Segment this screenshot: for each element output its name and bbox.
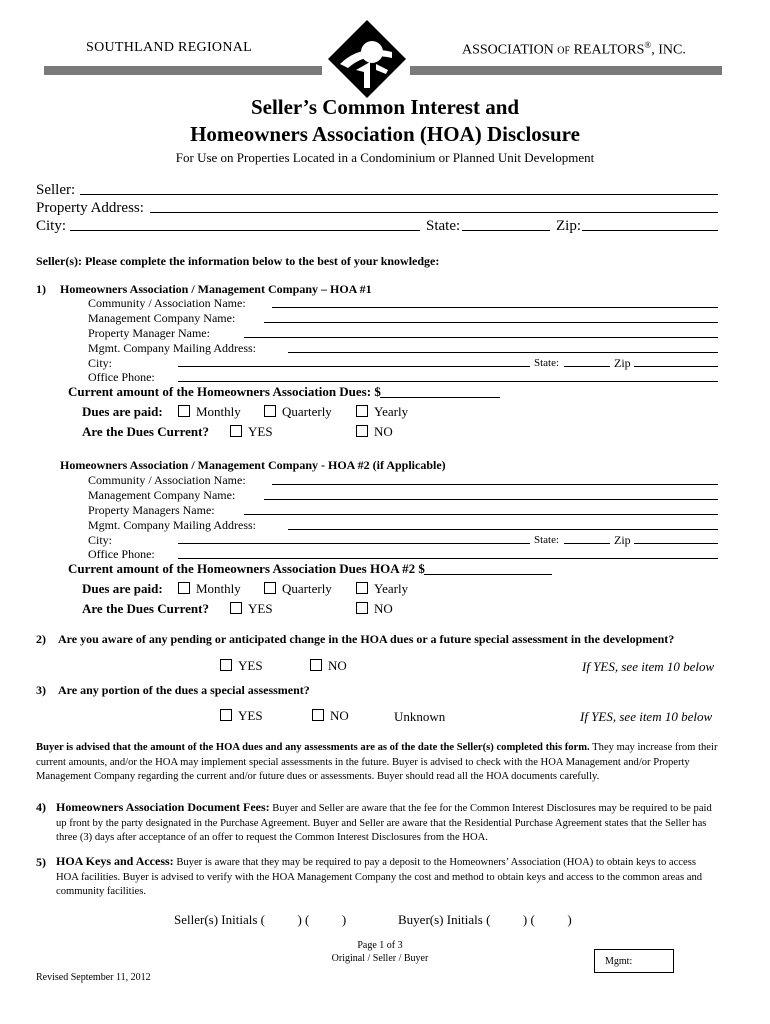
- hoa1-state-label: State:: [534, 357, 560, 369]
- checkbox-icon[interactable]: [220, 659, 232, 671]
- hoa2-community-label: Community / Association Name:: [88, 473, 246, 487]
- item4-heading: Homeowners Association Document Fees:: [56, 800, 270, 814]
- checkbox-icon[interactable]: [220, 709, 232, 721]
- q3-unknown-label: Unknown: [394, 709, 446, 724]
- item4-number: 4): [36, 800, 46, 814]
- header-left-text: SOUTHLAND REGIONAL: [86, 40, 252, 55]
- property-address-field[interactable]: [150, 212, 718, 213]
- item4-text: Buyer and Seller are aware that the fee for the Common Interest Disclosures may be required to be paid up front by the party designated in the Purchase Agreement. Buyer and Seller are aware that the Residential Purchase Agreement states that the Seller has three (3) days after acceptance of an offer to request the Common Interest Disclosures from the HOA.: [56, 803, 712, 843]
- hoa1-community-field[interactable]: [272, 307, 718, 308]
- hoa2-current-label: Are the Dues Current?: [82, 601, 209, 616]
- q2-no-label: NO: [328, 658, 347, 673]
- q2-number: 2): [36, 632, 46, 646]
- state-label: State:: [426, 218, 461, 234]
- q3-yes-option[interactable]: [220, 708, 263, 724]
- hoa2-monthly-label: Monthly: [196, 581, 241, 596]
- q2-yes-label: YES: [238, 658, 263, 673]
- checkbox-icon[interactable]: [178, 582, 190, 594]
- mgmt-label: Mgmt:: [605, 956, 633, 967]
- checkbox-icon[interactable]: [356, 405, 368, 417]
- q2-note-prefix: If YES,: [582, 659, 619, 674]
- item5-text: Buyer is aware that they may be required to pay a deposit to the Homeowners’ Association (HOA) to obtain keys to access HOA facilities. Buyer is advised to verify with the HOA Management Company the cost and method to obtain keys and access to the common areas and community facilities.: [56, 857, 703, 897]
- city-field[interactable]: [70, 230, 420, 231]
- hoa2-manager-label: Property Managers Name:: [88, 503, 215, 517]
- hoa1-number: 1): [36, 282, 46, 296]
- hoa1-quarterly-option[interactable]: [264, 404, 332, 420]
- header-reg: ®: [644, 40, 652, 50]
- hoa2-dues-amount-label: Current amount of the Homeowners Association Dues HOA #2 $: [68, 561, 425, 576]
- hoa1-dues-paid-label: Dues are paid:: [82, 404, 163, 419]
- hoa2-phone-label: Office Phone:: [88, 547, 155, 561]
- hoa2-current-yes-option[interactable]: [230, 601, 273, 617]
- hoa1-company-field[interactable]: [264, 322, 718, 323]
- hoa1-current-no-option[interactable]: [356, 424, 393, 440]
- header-realtors: REALTORS: [573, 42, 645, 58]
- checkbox-icon[interactable]: [264, 405, 276, 417]
- hoa2-phone-field[interactable]: [178, 558, 718, 559]
- seller-label: Seller:: [36, 182, 76, 198]
- hoa1-dues-amount-label: Current amount of the Homeowners Association Dues: $: [68, 384, 381, 399]
- hoa2-zip-field[interactable]: [634, 543, 718, 544]
- header-inc: , INC.: [651, 42, 686, 58]
- hoa2-current-no-option[interactable]: [356, 601, 393, 617]
- checkbox-icon[interactable]: [356, 582, 368, 594]
- q2-yes-option[interactable]: [220, 658, 263, 674]
- city-label: City:: [36, 218, 67, 234]
- hoa2-state-field[interactable]: [564, 543, 610, 544]
- hoa1-current-yes-option[interactable]: [230, 424, 273, 440]
- hoa1-phone-field[interactable]: [178, 381, 718, 382]
- revised-date: Revised September 11, 2012: [36, 972, 151, 983]
- checkbox-icon[interactable]: [312, 709, 324, 721]
- seller-instructions: Seller(s): Please complete the information below to the best of your knowledge:: [36, 254, 440, 268]
- hoa2-company-field[interactable]: [264, 499, 718, 500]
- hoa2-company-label: Management Company Name:: [88, 488, 236, 502]
- hoa2-quarterly-option[interactable]: [264, 581, 332, 597]
- checkbox-icon[interactable]: [264, 582, 276, 594]
- hoa2-zip-label: Zip: [614, 533, 631, 547]
- document-title-line2: Homeowners Association (HOA) Disclosure: [190, 122, 580, 146]
- hoa1-state-field[interactable]: [564, 366, 610, 367]
- hoa2-manager-field[interactable]: [244, 514, 718, 515]
- hoa2-no-label: NO: [374, 601, 393, 616]
- state-field[interactable]: [462, 230, 550, 231]
- document-subtitle: For Use on Properties Located in a Condominium or Planned Unit Development: [175, 150, 595, 165]
- q3-text: Are any portion of the dues a special assessment?: [58, 683, 310, 697]
- checkbox-icon[interactable]: [178, 405, 190, 417]
- checkbox-icon[interactable]: [230, 425, 242, 437]
- q2-no-option[interactable]: [310, 658, 347, 674]
- buyer-initials[interactable]: Buyer(s) Initials ( ) ( ): [398, 912, 572, 927]
- association-logo: [326, 18, 408, 100]
- buyer-advice-text: They may increase from their current amounts, and/or the HOA may implement special assessments in the future. Buyer is advised to check with the HOA Management and/or Property Management Company regarding the current and/or future dues or assessments. Buyer should read all the HOA documents carefully.: [36, 742, 718, 782]
- hoa1-quarterly-label: Quarterly: [282, 404, 332, 419]
- q3-number: 3): [36, 683, 46, 697]
- hoa2-community-field[interactable]: [272, 484, 718, 485]
- header-association: ASSOCIATION: [462, 42, 554, 58]
- hoa1-mailing-label: Mgmt. Company Mailing Address:: [88, 341, 256, 355]
- hoa1-zip-label: Zip: [614, 356, 631, 370]
- buyer-advice-bold: Buyer is advised that the amount of the HOA dues and any assessments are as of the date the Seller(s) completed this form.: [36, 742, 590, 753]
- hoa1-yearly-option[interactable]: [356, 404, 408, 420]
- hoa1-mailing-field[interactable]: [288, 352, 718, 353]
- q2-note: [582, 659, 714, 675]
- hoa2-monthly-option[interactable]: [178, 581, 241, 597]
- q2-note-text: see item 10 below: [621, 659, 715, 674]
- hoa1-manager-field[interactable]: [244, 337, 718, 338]
- hoa2-dues-amount-field[interactable]: [424, 574, 552, 575]
- hoa1-monthly-option[interactable]: [178, 404, 241, 420]
- hoa1-city-field[interactable]: [178, 366, 530, 367]
- header-of: OF: [557, 45, 571, 57]
- hoa1-dues-amount-field[interactable]: [380, 397, 500, 398]
- hoa2-dues-paid-label: Dues are paid:: [82, 581, 163, 596]
- hoa1-current-label: Are the Dues Current?: [82, 424, 209, 439]
- q3-yes-label: YES: [238, 708, 263, 723]
- item4-paragraph: [56, 800, 720, 846]
- document-title-line1: Seller’s Common Interest and: [250, 95, 520, 119]
- property-address-label: Property Address:: [36, 200, 144, 216]
- item5-heading: HOA Keys and Access:: [56, 854, 174, 868]
- checkbox-icon[interactable]: [356, 425, 368, 437]
- hoa2-yearly-label: Yearly: [374, 581, 409, 596]
- hoa1-company-label: Management Company Name:: [88, 311, 236, 325]
- checkbox-icon[interactable]: [310, 659, 322, 671]
- buyer-advice-paragraph: [36, 741, 722, 785]
- seller-initials[interactable]: Seller(s) Initials ( ) ( ): [174, 912, 347, 927]
- hoa2-mailing-field[interactable]: [288, 529, 718, 530]
- page-number: Page 1 of 3: [357, 940, 403, 951]
- hoa1-yearly-label: Yearly: [374, 404, 409, 419]
- hoa1-manager-label: Property Manager Name:: [88, 326, 210, 340]
- hoa1-city-label: City:: [88, 356, 113, 370]
- hoa2-city-label: City:: [88, 533, 113, 547]
- item5-paragraph: [56, 854, 720, 900]
- checkbox-icon[interactable]: [230, 602, 242, 614]
- hoa2-city-field[interactable]: [178, 543, 530, 544]
- q3-note: If YES, see item 10 below: [580, 709, 713, 724]
- q2-text: Are you aware of any pending or anticipated change in the HOA dues or a future special assessment in the development?: [58, 632, 675, 646]
- copy-distribution: Original / Seller / Buyer: [331, 953, 429, 964]
- hoa1-phone-label: Office Phone:: [88, 370, 155, 384]
- hoa1-zip-field[interactable]: [634, 366, 718, 367]
- q3-no-option[interactable]: [312, 708, 349, 724]
- hoa1-heading: Homeowners Association / Management Company – HOA #1: [60, 282, 372, 296]
- zip-label: Zip:: [556, 218, 581, 234]
- checkbox-icon[interactable]: [356, 602, 368, 614]
- hoa2-yearly-option[interactable]: [356, 581, 408, 597]
- header-right-text: [462, 40, 686, 59]
- hoa2-quarterly-label: Quarterly: [282, 581, 332, 596]
- hoa1-monthly-label: Monthly: [196, 404, 241, 419]
- zip-field[interactable]: [582, 230, 718, 231]
- q3-no-label: NO: [330, 708, 349, 723]
- item5-number: 5): [36, 855, 46, 869]
- hoa2-state-label: State:: [534, 534, 560, 546]
- hoa1-community-label: Community / Association Name:: [88, 296, 246, 310]
- header-bar-left: [44, 66, 322, 75]
- mgmt-box[interactable]: [594, 949, 674, 973]
- hoa2-mailing-label: Mgmt. Company Mailing Address:: [88, 518, 256, 532]
- hoa1-yes-label: YES: [248, 424, 273, 439]
- hoa2-yes-label: YES: [248, 601, 273, 616]
- header-bar-right: [410, 66, 722, 75]
- hoa1-no-label: NO: [374, 424, 393, 439]
- seller-field[interactable]: [80, 194, 718, 195]
- hoa2-heading: Homeowners Association / Management Company - HOA #2 (if Applicable): [60, 458, 446, 472]
